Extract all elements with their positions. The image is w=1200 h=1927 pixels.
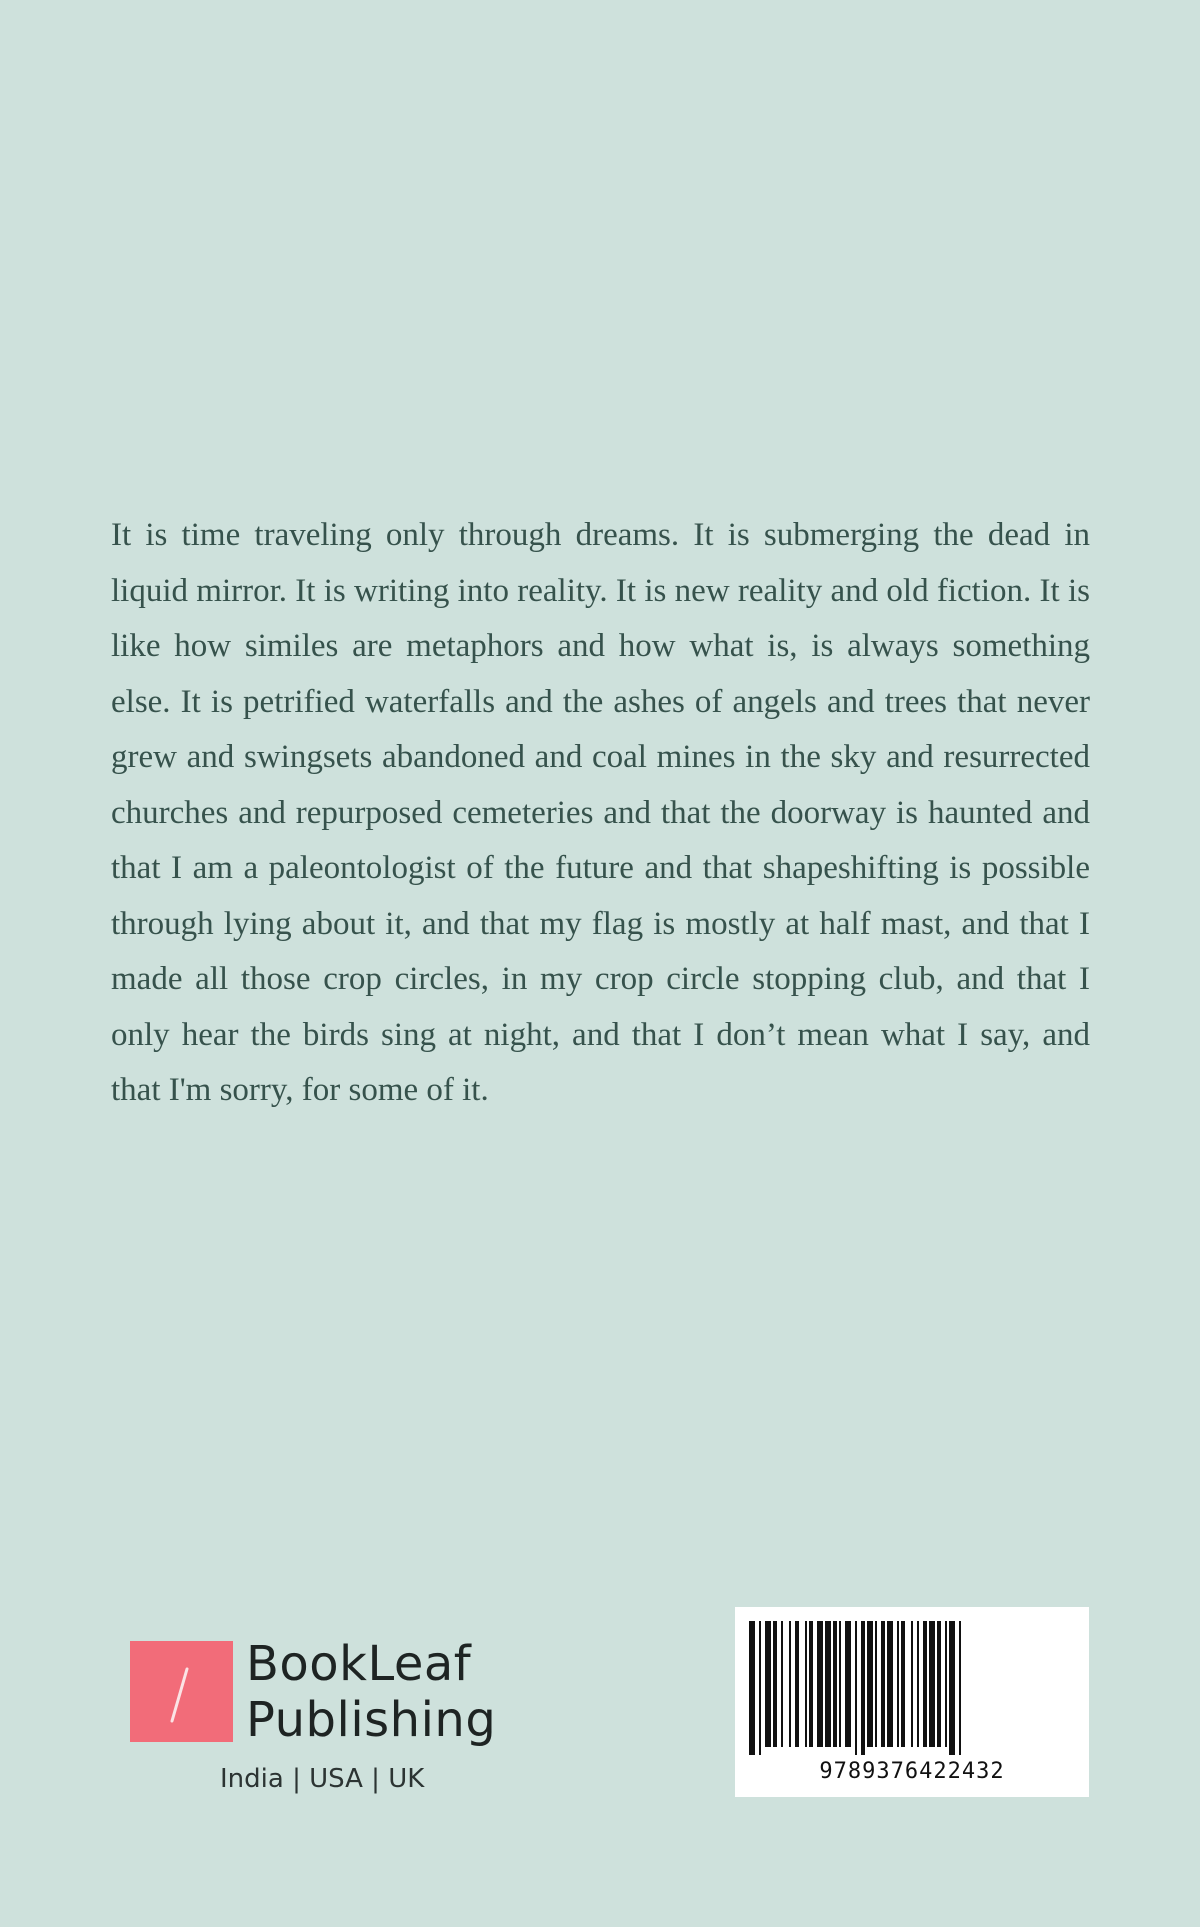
barcode-bar bbox=[825, 1621, 831, 1747]
publisher-name-line2: Publishing bbox=[246, 1692, 497, 1748]
publisher-regions: India | USA | UK bbox=[220, 1764, 425, 1794]
blurb-text: It is time traveling only through dreams. It is submerging the dead in liquid mirror. It is writing into reality. It is new reality and old fiction. It is like how similes are metaphors and how what is, is always something else. It is petrified waterfalls and the ashes of angels and trees that never grew and swingsets abandoned and coal mines in the sky and resurrected churches and repurposed cemeteries and that the doorway is haunted and that I am a paleontologist of the future and that shapeshifting is possible through lying about it, and that my flag is mostly at half mast, and that I made all those crop circles, in my crop circle stopping club, and that I only hear the birds sing at night, and that I don’t mean what I say, and that I'm sorry, for some of it. bbox=[111, 517, 1090, 1108]
barcode-bar bbox=[945, 1621, 947, 1747]
barcode-bar bbox=[845, 1621, 851, 1747]
barcode-bar bbox=[923, 1621, 927, 1747]
barcode-bar bbox=[875, 1621, 877, 1747]
barcode-bar bbox=[901, 1621, 905, 1747]
isbn-number: 9789376422432 bbox=[819, 1759, 1005, 1784]
barcode-bar bbox=[855, 1621, 857, 1755]
barcode-bar bbox=[809, 1621, 813, 1747]
barcode-bar bbox=[839, 1621, 841, 1747]
barcode-bar bbox=[917, 1621, 919, 1747]
barcode-bar bbox=[867, 1621, 873, 1747]
barcode-bar bbox=[749, 1621, 755, 1755]
publisher-logo bbox=[130, 1636, 530, 1796]
barcode-bar bbox=[897, 1621, 899, 1747]
slash-icon bbox=[130, 1641, 233, 1742]
barcode-bar bbox=[773, 1621, 777, 1747]
barcode-bar bbox=[949, 1621, 955, 1755]
barcode-bar bbox=[937, 1621, 941, 1747]
barcode-bar bbox=[887, 1621, 893, 1747]
barcode-bar bbox=[929, 1621, 935, 1747]
barcode-bar bbox=[795, 1621, 799, 1747]
barcode-bar bbox=[789, 1621, 791, 1747]
barcode-bars-icon bbox=[747, 1621, 1077, 1755]
barcode-bar bbox=[833, 1621, 837, 1747]
barcode-bar bbox=[959, 1621, 961, 1755]
barcode-bar bbox=[911, 1621, 913, 1747]
publisher-name-line1: BookLeaf bbox=[246, 1636, 472, 1692]
barcode-bar bbox=[881, 1621, 885, 1747]
barcode-bar bbox=[805, 1621, 807, 1747]
publisher-name bbox=[246, 1636, 496, 1748]
barcode-bar bbox=[817, 1621, 823, 1747]
barcode-bar bbox=[781, 1621, 783, 1747]
barcode-bar bbox=[765, 1621, 771, 1747]
barcode-bar bbox=[861, 1621, 865, 1755]
barcode bbox=[735, 1607, 1089, 1797]
barcode-bar bbox=[759, 1621, 761, 1755]
